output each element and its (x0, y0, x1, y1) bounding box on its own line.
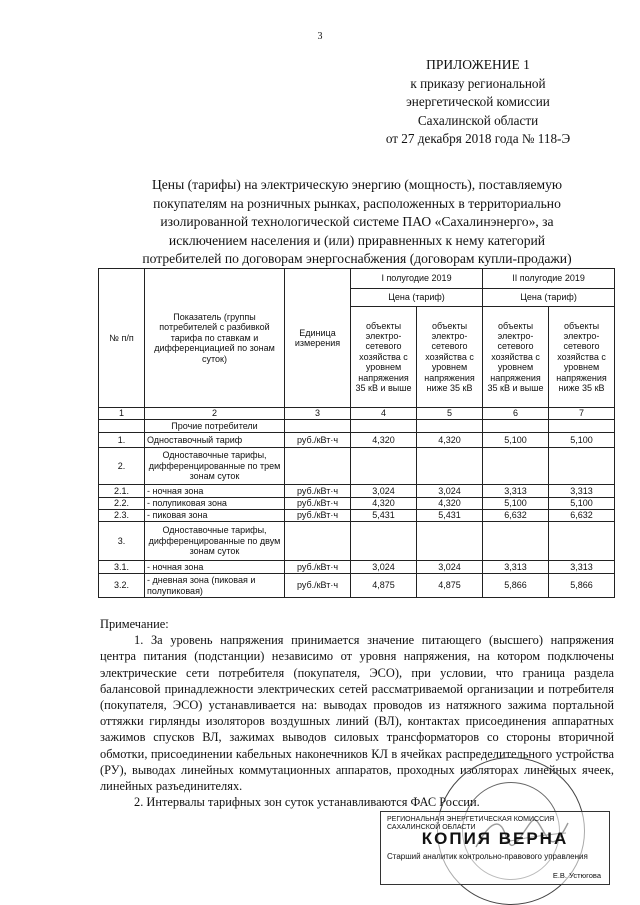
header-sub-lt35-half2: объекты электро-сетевого хозяйства с уровнем напряжения ниже 35 кВ (549, 307, 615, 408)
col-number: 2 (145, 408, 285, 420)
table-row (99, 433, 615, 448)
col-number: 6 (483, 408, 549, 420)
row-unit: руб./кВт·ч (285, 433, 351, 448)
copy-stamp (380, 811, 610, 885)
row-value (483, 522, 549, 561)
row-value: 4,320 (417, 498, 483, 510)
row-value: 5,100 (483, 498, 549, 510)
row-unit (285, 522, 351, 561)
row-value: 5,100 (549, 433, 615, 448)
row-num: 2. (99, 448, 145, 485)
tariff-table (98, 268, 615, 598)
row-value: 5,431 (351, 510, 417, 522)
row-unit: руб./кВт·ч (285, 498, 351, 510)
table-row (99, 510, 615, 522)
row-num: 3. (99, 522, 145, 561)
table-row (99, 574, 615, 598)
header-indicator: Показатель (группы потребителей с разбивкой тарифа по ставкам и дифференциацией по зонам суток) (145, 269, 285, 408)
row-num: 2.2. (99, 498, 145, 510)
row-num: 3.1. (99, 561, 145, 574)
table-row (99, 448, 615, 485)
row-unit: руб./кВт·ч (285, 574, 351, 598)
header-sub-ge35-half1: объекты электро-сетевого хозяйства с уровнем напряжения 35 кВ и выше (351, 307, 417, 408)
header-sub-lt35-half1: объекты электро-сетевого хозяйства с уровнем напряжения ниже 35 кВ (417, 307, 483, 408)
row-value: 4,875 (351, 574, 417, 598)
row-value: 6,632 (549, 510, 615, 522)
row-name: - ночная зона (145, 485, 285, 498)
col-number: 4 (351, 408, 417, 420)
row-value: 4,320 (351, 433, 417, 448)
header-half2: II полугодие 2019 (483, 269, 615, 289)
appendix-line: к приказу региональной (410, 75, 546, 91)
header-sub-ge35-half2: объекты электро-сетевого хозяйства с уровнем напряжения 35 кВ и выше (483, 307, 549, 408)
stamp-organization: РЕГИОНАЛЬНАЯ ЭНЕРГЕТИЧЕСКАЯ КОМИССИЯ САХАЛИНСКОЙ ОБЛАСТИ (387, 816, 555, 831)
row-name: - дневная зона (пиковая и полупиковая) (145, 574, 285, 598)
col-number: 3 (285, 408, 351, 420)
row-num: 2.1. (99, 485, 145, 498)
heading-line: Цены (тарифы) на электрическую энергию (мощность), поставляемую (151, 177, 563, 192)
row-value (417, 448, 483, 485)
appendix-line: энергетической комиссии (406, 94, 550, 109)
header-num: № п/п (99, 269, 145, 408)
row-value (351, 448, 417, 485)
row-value: 3,024 (351, 561, 417, 574)
note-item: 1. За уровень напряжения принимается значение питающего (высшего) напряжения центра питания (подстанции) независимо от уровня напряжения, на котором подключены электрические сети потребителя (покупателя, ЭСО), при условии, что граница раздела балансовой принадлежности электрических сетей рассматриваемой организации и потребителя (покупателя, ЭСО) устанавливается на: выводах проводов из натяжного зажима портальной оттяжки гирлянды изоляторов воздушных линий (ВЛ), контактах присоединения аппаратных зажимов спусков ВЛ, зажимах выводов силовых трансформаторов со стороны вторичной обмотки, присоединении кабельных наконечников КЛ в ячейках распределительного устройства (РУ), выводах линейных коммутационных аппаратов, проходных изоляторах линейных ячеек, линейных разъединителях. (100, 633, 614, 794)
section-title: Прочие потребители (145, 420, 285, 433)
row-value (549, 448, 615, 485)
row-value: 6,632 (483, 510, 549, 522)
stamp-copy-text: КОПИЯ ВЕРНА (421, 829, 569, 848)
row-name: Одноставочный тариф (145, 433, 285, 448)
row-name: Одноставочные тарифы, дифференцированные по двум зонам суток (145, 522, 285, 561)
row-value: 4,320 (417, 433, 483, 448)
row-value: 4,320 (351, 498, 417, 510)
header-unit: Единица измерения (285, 269, 351, 408)
appendix-block (360, 56, 596, 149)
row-value: 5,431 (417, 510, 483, 522)
table-row (99, 485, 615, 498)
heading-line: исключением населения и (или) приравненных к нему категорий (168, 232, 546, 248)
row-name: - полупиковая зона (145, 498, 285, 510)
row-num: 3.2. (99, 574, 145, 598)
col-number: 7 (549, 408, 615, 420)
row-unit: руб./кВт·ч (285, 561, 351, 574)
row-value: 3,024 (417, 485, 483, 498)
row-value (351, 522, 417, 561)
notes-title: Примечание: (100, 617, 169, 631)
row-value: 3,313 (549, 485, 615, 498)
row-value: 5,866 (549, 574, 615, 598)
header-half1: I полугодие 2019 (351, 269, 483, 289)
table-row (99, 561, 615, 574)
row-value: 3,024 (417, 561, 483, 574)
heading-line: покупателям на розничных рынках, расположенных в территориально (153, 195, 561, 211)
appendix-line: от 27 декабря 2018 года № 118-Э (385, 131, 571, 146)
stamp-name: Е.В. Устюгова (552, 871, 601, 880)
header-price-half2: Цена (тариф) (483, 289, 615, 307)
row-value (549, 522, 615, 561)
row-name: - пиковая зона (145, 510, 285, 522)
row-value: 3,313 (549, 561, 615, 574)
row-unit: руб./кВт·ч (285, 485, 351, 498)
col-number: 1 (99, 408, 145, 420)
heading-line: изолированной технологической системе ПАО «Сахалинэнерго», за (160, 214, 554, 229)
heading-line: потребителей по договорам энергоснабжения (договорам купли-продажи) (142, 251, 572, 266)
row-num: 2.3. (99, 510, 145, 522)
row-name: Одноставочные тарифы, дифференцированные по трем зонам суток (145, 448, 285, 485)
row-unit: руб./кВт·ч (285, 510, 351, 522)
page-number: 3 (317, 31, 323, 42)
row-value (417, 522, 483, 561)
appendix-line: Сахалинской области (417, 112, 539, 128)
table-row (99, 498, 615, 510)
table-row (99, 522, 615, 561)
row-value: 3,024 (351, 485, 417, 498)
row-num: 1. (99, 433, 145, 448)
row-value: 5,100 (549, 498, 615, 510)
document-heading (100, 176, 614, 269)
header-price-half1: Цена (тариф) (351, 289, 483, 307)
row-value: 3,313 (483, 561, 549, 574)
row-value: 5,866 (483, 574, 549, 598)
row-value (483, 448, 549, 485)
stamp-position: Старший аналитик контрольно-правового управления (387, 852, 588, 861)
row-value: 5,100 (483, 433, 549, 448)
appendix-title: ПРИЛОЖЕНИЕ 1 (426, 57, 530, 72)
row-unit (285, 448, 351, 485)
col-number: 5 (417, 408, 483, 420)
row-value: 4,875 (417, 574, 483, 598)
note-item: 2. Интервалы тарифных зон суток устанавливаются ФАС России. (134, 795, 480, 810)
row-name: - ночная зона (145, 561, 285, 574)
row-value: 3,313 (483, 485, 549, 498)
